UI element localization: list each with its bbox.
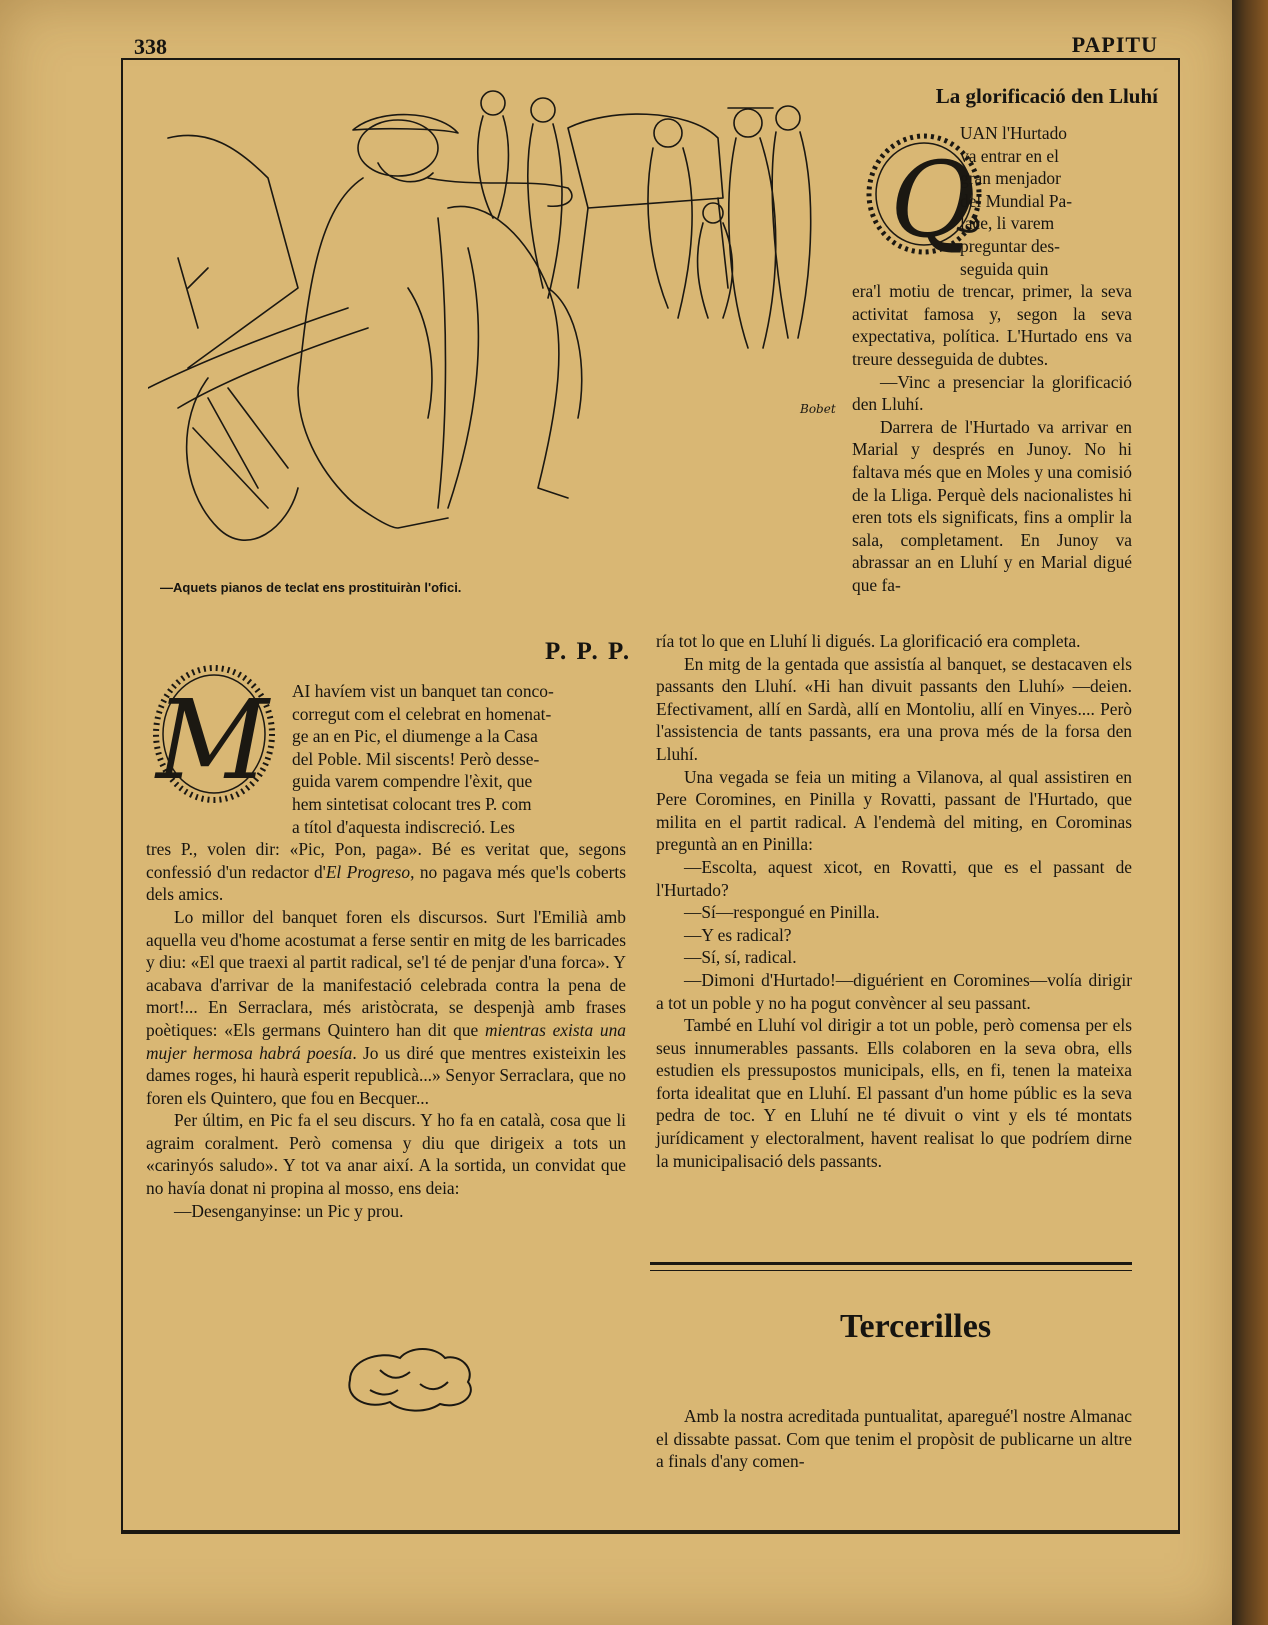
- intro-line: hem sintetisat colocant tres P. com: [292, 793, 532, 814]
- artist-signature: Bobet: [800, 402, 836, 416]
- paragraph: —Sí, sí, radical.: [684, 947, 797, 968]
- intro-line: gran menjador: [960, 168, 1061, 189]
- article-title-tercerilles: Tercerilles: [840, 1308, 992, 1345]
- page-header: [120, 30, 1198, 60]
- lluhi-column: [656, 630, 1132, 1172]
- intro-line: AI havíem vist un banquet tan conco-: [292, 681, 554, 701]
- paragraph: —Escolta, aquest xicot, en Rovatti, que es el passant de l'Hurtado?: [656, 856, 1132, 900]
- intro-line: ge an en Pic, el diumenge a la Casa: [292, 726, 538, 747]
- intro-line: del Mundial Pa-: [960, 190, 1073, 211]
- paragraph: —Desenganyinse: un Pic y prou.: [174, 1200, 404, 1221]
- paragraph: —Dimoni d'Hurtado!—diguérient en Coromines—volía dirigir a tot un poble y no ha pogut convèncer al seu passant.: [656, 969, 1132, 1013]
- paragraph: Lo millor del banquet foren els discursos. Surt l'Emilià amb aquella veu d'home acostumat a ferse sentir en mitg de les barricades y diu: «El que traexi al partit radical, se'l té de penjar d'una forca». Y acabava d'arrivar de la manifestació celebrada contra la pena de mort!... En Serraclara, més aristòcrata, se despenjà amb frases poètiques: «Els germans Quintero han dit que mientras exista una mujer hermosa habrá poesía. Jo us diré que mentres existeixin les dames roges, hi haurà esperit republicà...» Senyor Serraclara, que no foren els Quintero, que fou en Becquer...: [146, 906, 626, 1108]
- intro-line: corregut com el celebrat en homenat-: [292, 703, 552, 724]
- cloud-ornament: [340, 1340, 480, 1416]
- paragraph: Per últim, en Pic fa el seu discurs. Y ho fa en català, cosa que li agraim coralment. Però comensa y diu que dirigeix a tots un «carinyós saludo». Y tot va anar així. A la sortida, un convidat que no havía donat ni propina al mosso, ens deia:: [146, 1110, 626, 1199]
- paragraph: També en Lluhí vol dirigir a tot un poble, però comensa per els seus innumerables passants. Ells colaboren en la seva obra, ells estudien els pressupostos municipals, ells, en fi, tenen la mateixa forta idealitat que en Lluhí. El passant d'un home públic es la seva pedra de toc. Y en Lluhí ne té divuit o vint y els té montats jurídicament y electoralment, havent realisat lo que podríem dirne la municipalisació dels passants.: [656, 1015, 1132, 1171]
- paragraph: Amb la nostra acreditada puntualitat, aparegué'l nostre Almanac el dissabte passat. Com que tenim el propòsit de publicarne un altre a finals d'any comen-: [656, 1406, 1132, 1472]
- paragraph: —Y es radical?: [684, 924, 792, 945]
- ppp-column: [146, 680, 626, 1222]
- paragraph: Darrera de l'Hurtado va arrivar en Marial y després en Junoy. No hi faltava més que en Moles y una comisió de la Lliga. Perquè dels nacionalistes hi eren tots els significats, fins a omplir la sala, completament. En Junoy va abrassar an en Lluhí y en Marial digué que fa-: [852, 416, 1132, 595]
- article-title-ppp: P. P. P.: [545, 638, 632, 665]
- paragraph: Una vegada se feia un miting a Vilanova, al qual assistiren en Pere Coromines, en Pinilla y Rovatti, passant de l'Hurtado, que milita en el partit radical. A l'endemà del miting, en Corominas preguntà an en Pinilla:: [656, 766, 1132, 855]
- section-rule: [650, 1262, 1132, 1265]
- intro-line: va entrar en el: [960, 145, 1059, 166]
- paragraph: —Sí—respongué en Pinilla.: [684, 902, 880, 923]
- masthead: PAPITU: [1071, 32, 1158, 57]
- bottom-rule: [121, 1530, 1179, 1533]
- tercerilles-text: [656, 1405, 1132, 1473]
- intro-line: del Poble. Mil siscents! Però desse-: [292, 748, 540, 769]
- illustration-caption: —Aquets pianos de teclat ens prostituiràn l'ofici.: [160, 580, 462, 595]
- section-rule: [650, 1270, 1132, 1271]
- intro-line: UAN l'Hurtado: [960, 123, 1067, 143]
- svg-text:Q: Q: [890, 139, 976, 261]
- cartoon-illustration: [148, 88, 826, 558]
- intro-line: a títol d'aquesta indiscreció. Les: [292, 816, 515, 837]
- intro-line: lace, li varem: [960, 213, 1055, 234]
- page-edge: [1232, 0, 1268, 1625]
- paragraph: En mitg de la gentada que assistía al banquet, se destacaven els passants den Lluhí. «Hi han divuit passants den Lluhí» —deien. Efectivament, allí en Sardà, allí en Montoliu, allí en Vinyes.... Però l'assistencia de tants passants, era una prova més de la forsa den Lluhí.: [656, 653, 1132, 764]
- page-number: 338: [134, 34, 167, 59]
- intro-line: preguntar des-: [960, 235, 1060, 256]
- paragraph: era'l motiu de trencar, primer, la seva activitat famosa y, segon la seva expectativa, política. L'Hurtado ens va treure desseguida de dubtes.: [852, 281, 1132, 369]
- article-title-lluhi: La glorificació den Lluhí: [935, 84, 1158, 108]
- svg-text:M: M: [156, 676, 269, 804]
- paragraph: —Vinc a presenciar la glorificació den Lluhí.: [852, 371, 1132, 415]
- paragraph: ría tot lo que en Lluhí li digués. La glorificació era completa.: [656, 631, 1081, 651]
- paragraph: tres P., volen dir: «Pic, Pon, paga». Bé es veritat que, segons confessió d'un redactor d'El Progreso, no pagava més que'ls coberts dels amics.: [146, 839, 627, 905]
- lluhi-intro: [852, 122, 1132, 596]
- intro-line: seguida quin: [960, 258, 1049, 279]
- intro-line: guida varem compendre l'èxit, que: [292, 771, 533, 792]
